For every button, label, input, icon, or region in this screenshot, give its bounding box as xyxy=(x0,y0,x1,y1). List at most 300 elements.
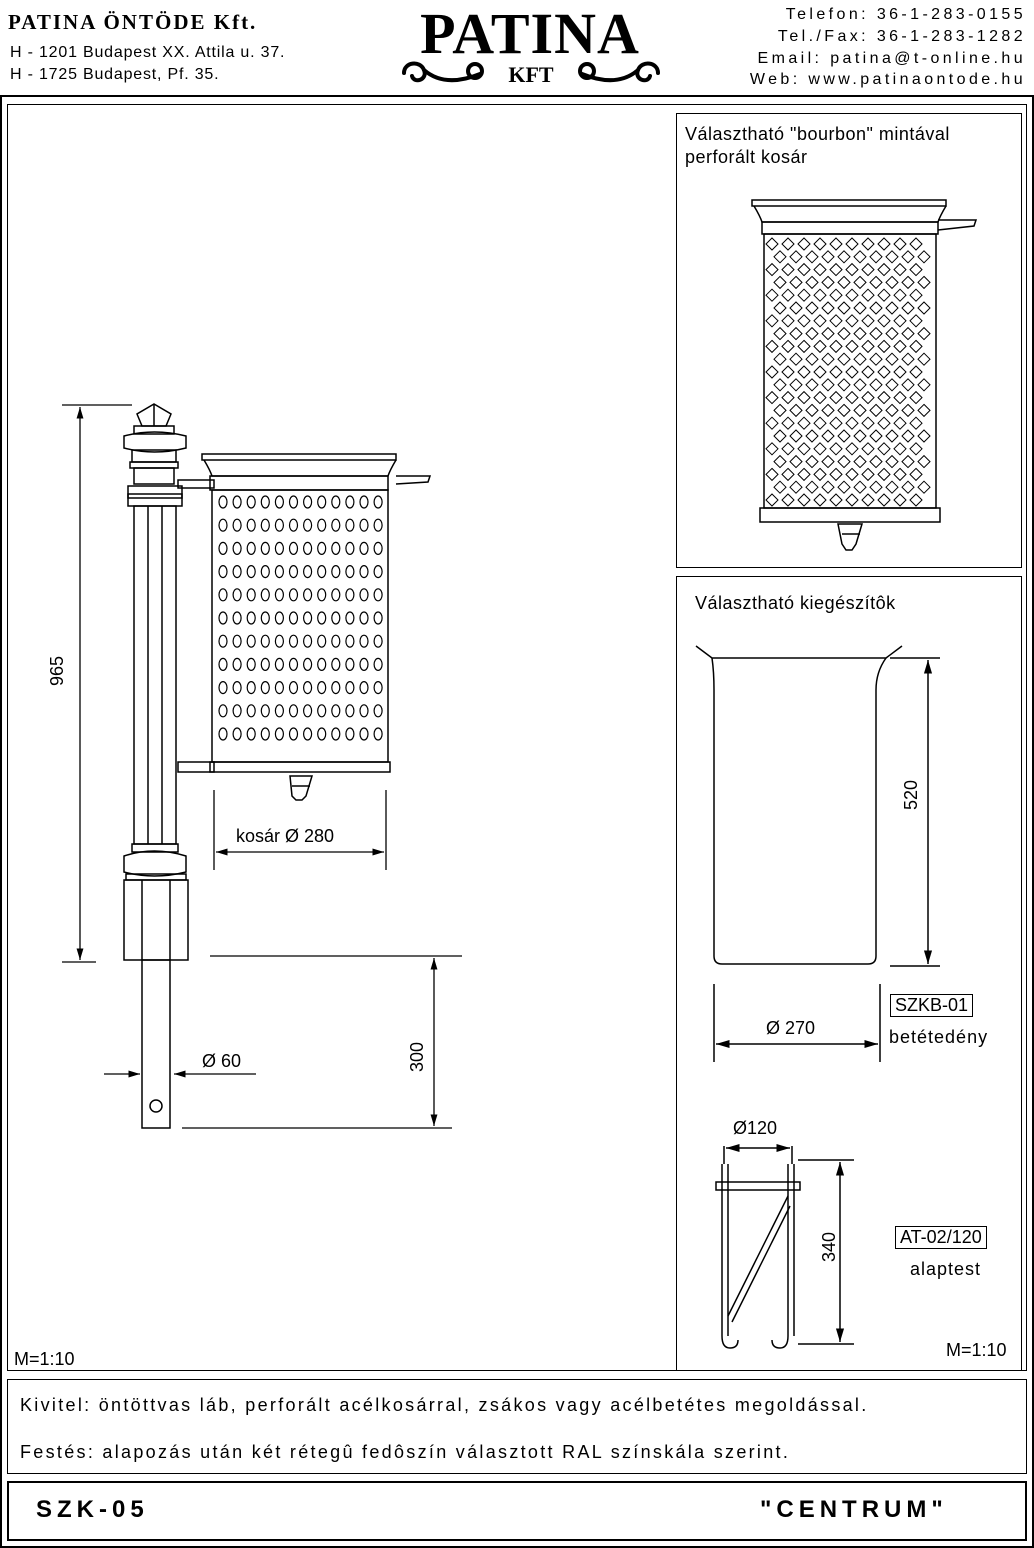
bourbon-motif xyxy=(830,392,842,404)
bourbon-motif xyxy=(774,328,786,340)
bourbon-motif xyxy=(870,302,882,314)
perforation-hole xyxy=(275,542,283,554)
bourbon-motif xyxy=(790,276,802,288)
perforation-hole xyxy=(219,589,227,601)
bourbon-motif xyxy=(782,238,794,250)
bourbon-motif xyxy=(806,328,818,340)
perforation-hole xyxy=(374,496,382,508)
perforation-hole xyxy=(261,658,269,670)
bourbon-motif xyxy=(774,456,786,468)
bourbon-motif xyxy=(846,340,858,352)
perforation-hole xyxy=(346,658,354,670)
perforation-hole xyxy=(290,658,298,670)
bourbon-motif xyxy=(766,340,778,352)
perforation-hole xyxy=(275,728,283,740)
bourbon-motif xyxy=(822,456,834,468)
bourbon-motif xyxy=(894,443,906,455)
bourbon-motif xyxy=(894,340,906,352)
bourbon-motif xyxy=(846,289,858,301)
bourbon-motif xyxy=(902,481,914,493)
bourbon-motif xyxy=(798,392,810,404)
bourbon-motif xyxy=(878,340,890,352)
bourbon-body xyxy=(764,234,936,508)
perforation-hole xyxy=(346,496,354,508)
perforation-hole xyxy=(290,589,298,601)
bourbon-motif xyxy=(918,404,930,416)
bourbon-motif xyxy=(774,379,786,391)
company-name: PATINA ÖNTÖDE Kft. xyxy=(8,10,258,34)
perforation-hole xyxy=(261,705,269,717)
perforation-hole xyxy=(233,612,241,624)
bourbon-motif xyxy=(814,264,826,276)
bourbon-motif xyxy=(910,443,922,455)
bourbon-motif xyxy=(830,417,842,429)
bourbon-motif xyxy=(790,456,802,468)
bourbon-motif xyxy=(886,251,898,263)
perforation-hole xyxy=(304,589,312,601)
bourbon-motif xyxy=(766,392,778,404)
bourbon-motif xyxy=(798,417,810,429)
perforation-hole xyxy=(360,682,368,694)
perforation-hole xyxy=(346,589,354,601)
perforation-hole xyxy=(275,566,283,578)
perforation-hole xyxy=(233,728,241,740)
perforation-hole xyxy=(374,635,382,647)
bourbon-motif xyxy=(846,366,858,378)
bourbon-motif xyxy=(838,456,850,468)
bourbon-motif xyxy=(766,443,778,455)
bourbon-motif xyxy=(838,276,850,288)
bourbon-motif xyxy=(854,481,866,493)
bourbon-motif xyxy=(806,379,818,391)
bourbon-motif xyxy=(790,481,802,493)
basket-perforations xyxy=(219,496,382,740)
perforation-hole xyxy=(346,612,354,624)
bourbon-motif xyxy=(822,404,834,416)
bourbon-motif xyxy=(798,468,810,480)
bourbon-motif xyxy=(830,340,842,352)
perforation-hole xyxy=(360,542,368,554)
perforation-hole xyxy=(233,519,241,531)
dim-insert-diameter: Ø 270 xyxy=(766,1018,816,1038)
perforation-hole xyxy=(332,705,340,717)
bourbon-motif xyxy=(886,276,898,288)
bourbon-motif xyxy=(878,468,890,480)
bourbon-motif xyxy=(830,289,842,301)
bourbon-motif xyxy=(910,315,922,327)
bourbon-motif xyxy=(790,430,802,442)
perforation-hole xyxy=(290,542,298,554)
perforation-hole xyxy=(275,589,283,601)
bourbon-motif xyxy=(910,468,922,480)
perforation-hole xyxy=(261,566,269,578)
perforation-hole xyxy=(261,589,269,601)
bourbon-motif xyxy=(798,443,810,455)
perforation-hole xyxy=(360,705,368,717)
bourbon-motif xyxy=(878,417,890,429)
dim-basket-diameter: kosár Ø 280 xyxy=(236,826,335,846)
perforation-hole xyxy=(247,705,255,717)
bourbon-motif xyxy=(830,315,842,327)
bourbon-motif xyxy=(814,340,826,352)
bourbon-motif xyxy=(862,443,874,455)
fax: Tel./Fax: 36-1-283-1282 xyxy=(777,28,1026,45)
perforation-hole xyxy=(247,682,255,694)
bourbon-motif xyxy=(878,443,890,455)
bourbon-motif xyxy=(910,494,922,506)
bourbon-motif xyxy=(854,302,866,314)
bourbon-motif xyxy=(910,366,922,378)
bourbon-motif xyxy=(902,404,914,416)
perforation-hole xyxy=(332,589,340,601)
perforation-hole xyxy=(275,612,283,624)
bourbon-motif xyxy=(862,417,874,429)
bourbon-motif xyxy=(774,404,786,416)
bourbon-motif xyxy=(846,417,858,429)
perforation-hole xyxy=(318,658,326,670)
bourbon-motif xyxy=(782,468,794,480)
bourbon-motif xyxy=(766,494,778,506)
bourbon-motif xyxy=(910,340,922,352)
bourbon-motif xyxy=(766,238,778,250)
perforation-hole xyxy=(318,682,326,694)
bourbon-motif xyxy=(902,430,914,442)
bourbon-motif xyxy=(838,481,850,493)
perforation-hole xyxy=(374,658,382,670)
dim-post-diameter: Ø 60 xyxy=(202,1051,242,1071)
perforation-hole xyxy=(219,542,227,554)
perforation-hole xyxy=(219,728,227,740)
perforation-hole xyxy=(332,658,340,670)
bourbon-motif xyxy=(822,481,834,493)
perforation-hole xyxy=(275,519,283,531)
bourbon-motif xyxy=(886,379,898,391)
bourbon-motif xyxy=(902,302,914,314)
bourbon-motif xyxy=(806,353,818,365)
perforation-hole xyxy=(332,566,340,578)
basket-knob xyxy=(290,776,312,800)
bourbon-motif xyxy=(862,366,874,378)
perforation-hole xyxy=(304,496,312,508)
bourbon-motif xyxy=(902,353,914,365)
bourbon-motif xyxy=(814,238,826,250)
bourbon-motif xyxy=(854,353,866,365)
bourbon-motif xyxy=(830,264,842,276)
perforation-hole xyxy=(233,542,241,554)
perforation-hole xyxy=(304,566,312,578)
bourbon-motif xyxy=(774,481,786,493)
perforation-hole xyxy=(290,496,298,508)
bourbon-motif xyxy=(870,456,882,468)
bourbon-motif xyxy=(862,392,874,404)
perforation-hole xyxy=(304,682,312,694)
perforation-hole xyxy=(304,728,312,740)
bourbon-motif xyxy=(774,353,786,365)
bourbon-motif xyxy=(918,302,930,314)
description-line-1: Kivitel: öntöttvas láb, perforált acélkosárral, zsákos vagy acélbetétes megoldással. xyxy=(20,1395,869,1415)
logo-wordmark: PATINA xyxy=(420,1,640,66)
perforation-hole xyxy=(233,566,241,578)
bourbon-motif xyxy=(806,251,818,263)
bourbon-motif xyxy=(798,366,810,378)
perforation-hole xyxy=(360,519,368,531)
perforation-hole xyxy=(233,635,241,647)
bourbon-motif xyxy=(838,430,850,442)
address-line-2: H - 1725 Budapest, Pf. 35. xyxy=(10,66,220,83)
dim-base-height: 340 xyxy=(819,1231,839,1263)
perforation-hole xyxy=(318,635,326,647)
perforation-hole xyxy=(346,566,354,578)
perforation-hole xyxy=(346,682,354,694)
bourbon-motif xyxy=(894,289,906,301)
logo-kft: KFT xyxy=(508,62,554,87)
bourbon-motif xyxy=(918,353,930,365)
perforation-hole xyxy=(318,519,326,531)
perforation-hole xyxy=(332,519,340,531)
perforation-hole xyxy=(318,728,326,740)
bourbon-motif xyxy=(846,392,858,404)
perforation-hole xyxy=(233,496,241,508)
perforation-hole xyxy=(332,728,340,740)
perforation-hole xyxy=(219,496,227,508)
perforation-hole xyxy=(360,658,368,670)
perforation-hole xyxy=(332,612,340,624)
bourbon-title-line-2: perforált kosár xyxy=(685,147,808,167)
insert-code: SZKB-01 xyxy=(890,994,973,1017)
base-name: alaptest xyxy=(910,1259,982,1279)
bourbon-motif xyxy=(862,340,874,352)
bourbon-motif xyxy=(862,264,874,276)
bourbon-motif xyxy=(822,430,834,442)
bourbon-motif xyxy=(798,264,810,276)
bourbon-motif xyxy=(862,494,874,506)
perforation-hole xyxy=(290,519,298,531)
bourbon-motif xyxy=(806,404,818,416)
bourbon-motif xyxy=(870,328,882,340)
dim-height-965: 965 xyxy=(47,655,67,687)
perforation-hole xyxy=(247,658,255,670)
insert-body xyxy=(712,658,886,964)
bourbon-motif xyxy=(782,443,794,455)
bourbon-motif xyxy=(774,302,786,314)
bourbon-motif xyxy=(806,481,818,493)
bourbon-motif xyxy=(790,353,802,365)
perforation-hole xyxy=(318,542,326,554)
bourbon-motif xyxy=(894,315,906,327)
perforation-hole xyxy=(360,496,368,508)
bourbon-motif xyxy=(854,251,866,263)
perforation-hole xyxy=(233,682,241,694)
perforation-hole xyxy=(261,635,269,647)
bourbon-motif xyxy=(878,392,890,404)
bourbon-motif xyxy=(790,379,802,391)
bourbon-motif xyxy=(790,328,802,340)
perforation-hole xyxy=(318,566,326,578)
bourbon-motif xyxy=(870,276,882,288)
bourbon-motif xyxy=(910,264,922,276)
bourbon-motif xyxy=(918,251,930,263)
bourbon-motif xyxy=(854,328,866,340)
bourbon-motif xyxy=(870,353,882,365)
insert-name: betétedény xyxy=(889,1027,989,1047)
bourbon-motif xyxy=(822,328,834,340)
perforation-hole xyxy=(304,705,312,717)
perforation-hole xyxy=(360,635,368,647)
perforation-hole xyxy=(360,566,368,578)
bourbon-motif xyxy=(830,468,842,480)
bourbon-motif xyxy=(886,404,898,416)
bourbon-motif xyxy=(902,251,914,263)
bourbon-motif xyxy=(918,328,930,340)
bourbon-motif xyxy=(838,379,850,391)
perforation-hole xyxy=(247,728,255,740)
perforation-hole xyxy=(261,728,269,740)
bourbon-motif xyxy=(782,264,794,276)
bourbon-motif xyxy=(902,276,914,288)
perforation-hole xyxy=(261,519,269,531)
perforation-hole xyxy=(261,682,269,694)
bourbon-motif xyxy=(782,417,794,429)
bourbon-motif xyxy=(918,276,930,288)
bourbon-motif xyxy=(846,494,858,506)
bourbon-motif xyxy=(798,315,810,327)
accessories-title: Választható kiegészítôk xyxy=(695,593,896,613)
bourbon-motif xyxy=(886,328,898,340)
bourbon-motif xyxy=(806,430,818,442)
perforation-hole xyxy=(332,635,340,647)
bourbon-motif xyxy=(918,456,930,468)
bourbon-motif xyxy=(798,238,810,250)
perforation-hole xyxy=(247,566,255,578)
perforation-hole xyxy=(275,635,283,647)
bourbon-motif xyxy=(774,430,786,442)
bourbon-motif xyxy=(766,417,778,429)
post-shaft xyxy=(134,506,176,844)
bourbon-motif xyxy=(830,443,842,455)
perforation-hole xyxy=(233,705,241,717)
bourbon-motif xyxy=(870,430,882,442)
perforation-hole xyxy=(219,566,227,578)
bourbon-motif xyxy=(806,456,818,468)
bourbon-motif xyxy=(878,238,890,250)
bourbon-motif xyxy=(814,417,826,429)
email: Email: patina@t-online.hu xyxy=(757,50,1026,67)
perforation-hole xyxy=(290,728,298,740)
bourbon-motif xyxy=(782,392,794,404)
bourbon-motif xyxy=(910,289,922,301)
bourbon-motif xyxy=(814,289,826,301)
perforation-hole xyxy=(374,705,382,717)
perforation-hole xyxy=(290,682,298,694)
perforation-hole xyxy=(318,612,326,624)
bourbon-motif xyxy=(854,379,866,391)
perforation-hole xyxy=(318,496,326,508)
bourbon-motif xyxy=(886,353,898,365)
bourbon-motif xyxy=(790,302,802,314)
perforation-hole xyxy=(346,635,354,647)
perforation-hole xyxy=(275,496,283,508)
perforation-hole xyxy=(374,566,382,578)
perforation-hole xyxy=(247,612,255,624)
bourbon-motif xyxy=(870,481,882,493)
perforation-hole xyxy=(332,496,340,508)
base-code: AT-02/120 xyxy=(895,1226,987,1249)
bourbon-motif xyxy=(782,494,794,506)
perforation-hole xyxy=(275,705,283,717)
bourbon-motif xyxy=(870,404,882,416)
bourbon-motif xyxy=(878,366,890,378)
scale-left: M=1:10 xyxy=(14,1349,75,1369)
scale-right: M=1:10 xyxy=(946,1340,1007,1360)
description-line-2: Festés: alapozás után két rétegû fedôszín választott RAL színskála szerint. xyxy=(20,1442,791,1462)
bourbon-motif xyxy=(838,302,850,314)
bourbon-motif xyxy=(894,417,906,429)
perforation-hole xyxy=(374,612,382,624)
perforation-hole xyxy=(304,542,312,554)
perforation-hole xyxy=(261,612,269,624)
bourbon-motif xyxy=(838,251,850,263)
perforation-hole xyxy=(247,519,255,531)
bourbon-motif xyxy=(870,251,882,263)
bourbon-motif xyxy=(862,315,874,327)
perforation-hole xyxy=(318,705,326,717)
bourbon-motif xyxy=(846,238,858,250)
bourbon-motif xyxy=(782,340,794,352)
bourbon-motif xyxy=(878,264,890,276)
bourbon-motif xyxy=(918,379,930,391)
bourbon-motif xyxy=(766,366,778,378)
bourbon-motif xyxy=(830,366,842,378)
perforation-hole xyxy=(332,682,340,694)
bourbon-motif xyxy=(854,276,866,288)
perforation-hole xyxy=(247,496,255,508)
perforation-hole xyxy=(360,612,368,624)
bourbon-motif xyxy=(814,392,826,404)
bourbon-motif xyxy=(862,289,874,301)
product-name: "CENTRUM" xyxy=(760,1496,948,1523)
bourbon-motif xyxy=(862,468,874,480)
perforation-hole xyxy=(233,658,241,670)
bourbon-motif xyxy=(814,366,826,378)
bourbon-motif xyxy=(894,366,906,378)
perforation-hole xyxy=(374,589,382,601)
bourbon-motif xyxy=(766,315,778,327)
perforation-hole xyxy=(290,566,298,578)
perforation-hole xyxy=(261,496,269,508)
ground-tube xyxy=(142,960,170,1128)
perforation-hole xyxy=(374,728,382,740)
perforation-hole xyxy=(290,612,298,624)
perforation-hole xyxy=(247,635,255,647)
perforation-hole xyxy=(247,589,255,601)
dim-depth-300: 300 xyxy=(407,1041,427,1073)
bourbon-motif xyxy=(910,238,922,250)
bourbon-motif xyxy=(782,366,794,378)
bourbon-motif xyxy=(798,289,810,301)
perforation-hole xyxy=(374,542,382,554)
perforation-hole xyxy=(304,658,312,670)
bourbon-motif xyxy=(766,468,778,480)
perforation-hole xyxy=(219,519,227,531)
bourbon-motif xyxy=(846,264,858,276)
perforation-hole xyxy=(275,658,283,670)
bourbon-motif xyxy=(798,340,810,352)
bourbon-motif xyxy=(846,468,858,480)
perforation-hole xyxy=(346,542,354,554)
bourbon-motif xyxy=(910,392,922,404)
bourbon-motif xyxy=(822,302,834,314)
bourbon-motif xyxy=(806,302,818,314)
